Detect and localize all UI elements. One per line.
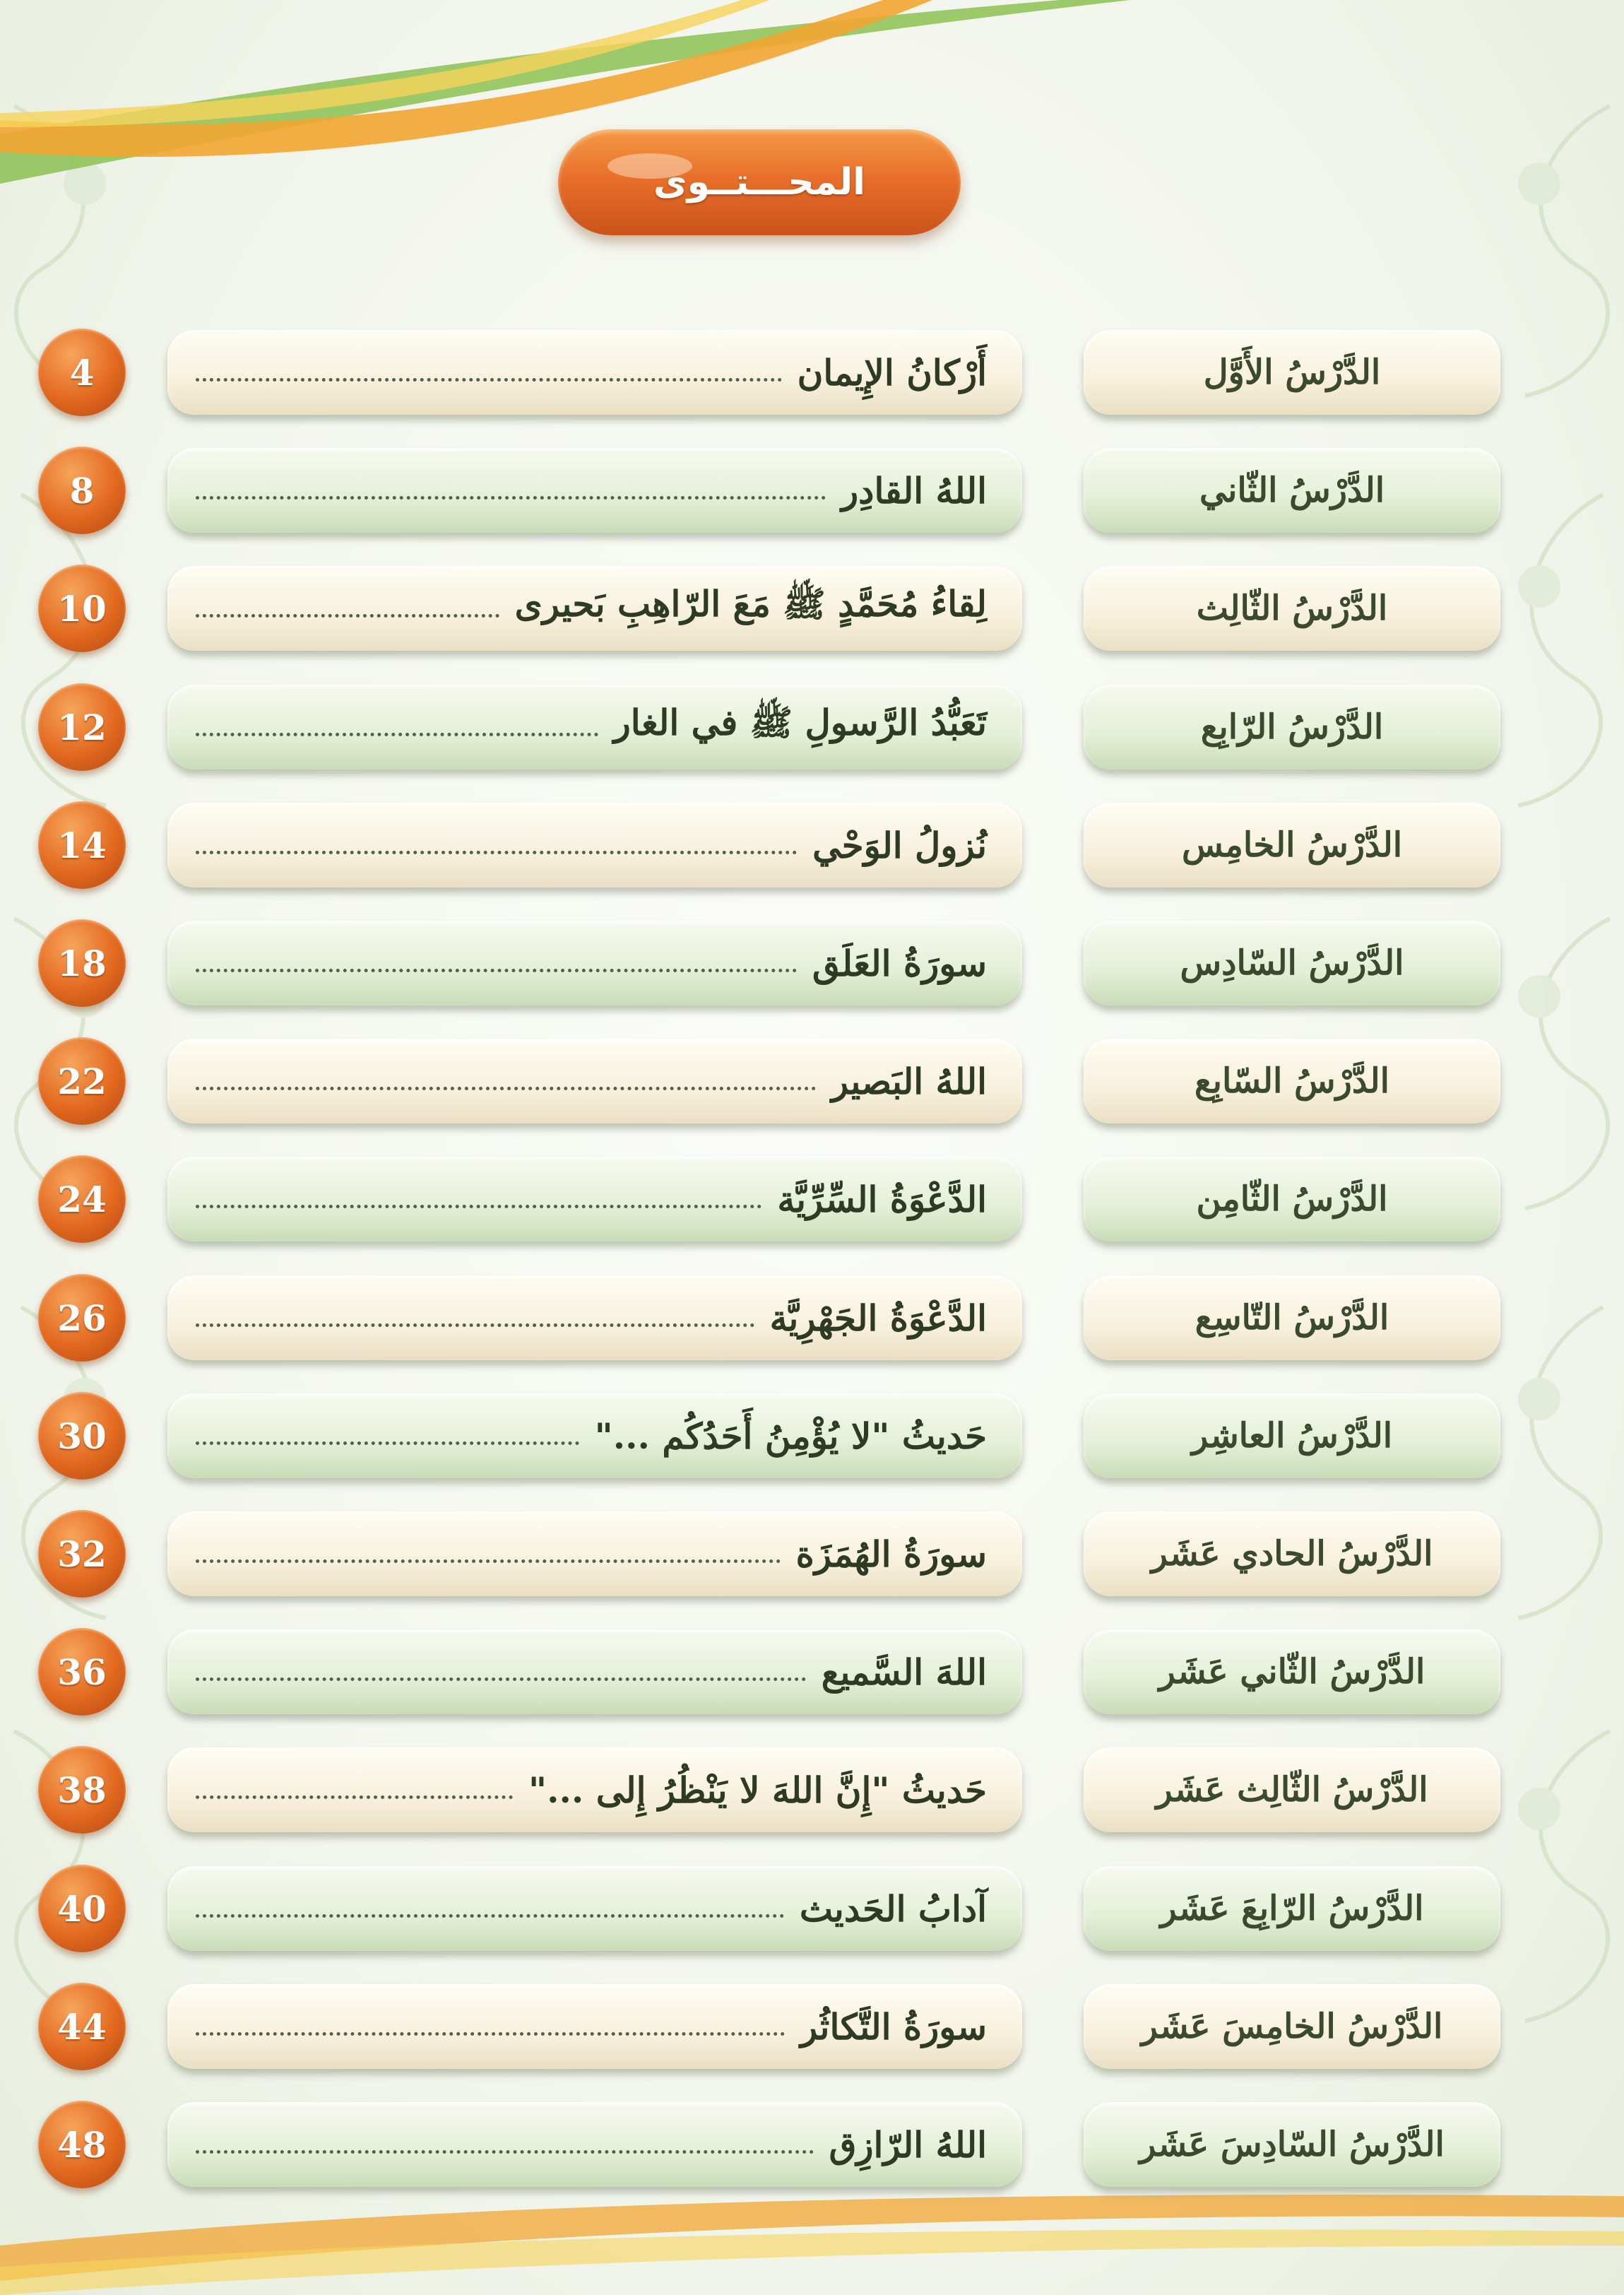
page-number-badge (38, 1865, 126, 1952)
lesson-topic: الدَّعْوَةُ الجَهْرِيَّة (769, 1297, 987, 1339)
toc-row[interactable] (0, 921, 1624, 1005)
lesson-topic-box (167, 1629, 1022, 1714)
page-number: 26 (57, 1297, 107, 1339)
lesson-label: الدَّرْسُ الرّابِع (1084, 685, 1500, 769)
dot-leader (196, 1914, 784, 1918)
page-number: 48 (57, 2123, 107, 2166)
lesson-label: الدَّرْسُ الثّالِث (1084, 566, 1500, 651)
lesson-topic: حَديثُ "إِنَّ اللهَ لا يَنْظُرُ إِلى ..." (528, 1769, 987, 1811)
lesson-label: الدَّرْسُ الخامِس (1084, 803, 1500, 887)
lesson-label: الدَّرْسُ التّاسِع (1084, 1275, 1500, 1360)
toc-row[interactable] (0, 1039, 1624, 1123)
lesson-topic-box (167, 921, 1022, 1005)
lesson-label: الدَّرْسُ العاشِر (1084, 1393, 1500, 1478)
lesson-topic-box (167, 685, 1022, 769)
lesson-topic-box (167, 1747, 1022, 1832)
page-number-badge (38, 329, 126, 416)
lesson-topic-box (167, 448, 1022, 533)
page-number-badge (38, 1155, 126, 1243)
dot-leader (196, 2150, 814, 2154)
lesson-label: الدَّرْسُ الثّالِث عَشَر (1084, 1747, 1500, 1832)
page-number: 14 (57, 824, 107, 866)
lesson-topic: سورَةُ العَلَق (812, 942, 987, 984)
page-number: 8 (69, 469, 95, 512)
lesson-topic-box (167, 566, 1022, 651)
lesson-topic: اللهُ البَصير (831, 1060, 987, 1102)
page-number-badge (38, 919, 126, 1007)
toc-row[interactable] (0, 1629, 1624, 1714)
dot-leader (196, 1087, 816, 1090)
lesson-topic: اللهُ الرّازِق (829, 2123, 987, 2166)
toc-row[interactable] (0, 1157, 1624, 1241)
lesson-topic: لِقاءُ مُحَمَّدٍ ﷺ مَعَ الرّاهِبِ بَحيرى (514, 583, 987, 625)
toc-row[interactable] (0, 1984, 1624, 2069)
dot-leader (196, 1205, 761, 1208)
lesson-label: الدَّرْسُ السّادِسَ عَشَر (1084, 2102, 1500, 2187)
lesson-label: الدَّرْسُ الثّاني (1084, 448, 1500, 533)
dot-leader (196, 378, 782, 382)
toc-row[interactable] (0, 803, 1624, 887)
lesson-topic: سورَةُ التَّكاثُر (800, 2005, 987, 2048)
dot-leader (196, 1441, 579, 1445)
page-number-badge (38, 1983, 126, 2070)
lesson-label: الدَّرْسُ الثّامِن (1084, 1157, 1500, 1241)
dot-leader (196, 1323, 754, 1327)
page-number-badge (38, 1037, 126, 1125)
lesson-label: الدَّرْسُ السّابِع (1084, 1039, 1500, 1123)
lesson-topic-box (167, 1511, 1022, 1596)
lesson-topic: اللهَ السَّميع (821, 1651, 987, 1693)
lesson-label: الدَّرْسُ الأَوَّل (1084, 330, 1500, 415)
lesson-topic-box (167, 2102, 1022, 2187)
dot-leader (196, 733, 598, 736)
page-number-badge (38, 1274, 126, 1362)
lesson-topic: سورَةُ الهُمَزَة (795, 1533, 987, 1575)
page-number-badge (38, 1746, 126, 1834)
page-number: 40 (57, 1887, 107, 1930)
lesson-topic-box (167, 1393, 1022, 1478)
bottom-ribbon-decoration (0, 2189, 1624, 2295)
page-number-badge (38, 2101, 126, 2188)
lesson-label: الدَّرْسُ الحادي عَشَر (1084, 1511, 1500, 1596)
lesson-topic: نُزولُ الوَحْي (812, 824, 987, 866)
dot-leader (196, 851, 797, 854)
toc-row[interactable] (0, 448, 1624, 533)
page-number-badge (38, 565, 126, 652)
lesson-topic: الدَّعْوَةُ السِّرِّيَّة (777, 1178, 987, 1220)
page-number: 24 (57, 1178, 107, 1220)
lesson-topic: آدابُ الحَديث (799, 1887, 987, 1930)
dot-leader (196, 1559, 781, 1563)
page-number: 32 (57, 1533, 107, 1575)
page-number: 12 (57, 706, 107, 748)
page-number: 4 (69, 351, 95, 394)
dot-leader (196, 1795, 513, 1799)
dot-leader (196, 496, 826, 500)
lesson-topic-box (167, 330, 1022, 415)
lesson-topic-box (167, 1984, 1022, 2069)
lesson-topic-box (167, 1275, 1022, 1360)
lesson-topic-box (167, 1157, 1022, 1241)
lesson-topic: تَعَبُّدُ الرَّسولِ ﷺ في الغار (613, 702, 987, 743)
page-number: 30 (57, 1415, 107, 1457)
page-number: 18 (57, 942, 107, 984)
contents-title-badge (558, 129, 961, 235)
lesson-topic: أَرْكانُ الإِيمان (797, 351, 987, 394)
toc-row[interactable] (0, 2102, 1624, 2187)
page-number: 36 (57, 1651, 107, 1693)
lesson-topic: اللهُ القادِر (841, 469, 987, 512)
lesson-label: الدَّرْسُ الثّاني عَشَر (1084, 1629, 1500, 1714)
page-number: 38 (57, 1769, 107, 1811)
toc-row[interactable] (0, 566, 1624, 651)
lesson-topic-box (167, 1866, 1022, 1951)
toc-row[interactable] (0, 330, 1624, 415)
page-number: 22 (57, 1060, 107, 1102)
page-number-badge (38, 1628, 126, 1716)
page-number: 44 (57, 2005, 107, 2048)
lesson-topic: حَديثُ "لا يُؤْمِنُ أَحَدُكُم ..." (594, 1415, 987, 1457)
lesson-label: الدَّرْسُ الخامِسَ عَشَر (1084, 1984, 1500, 2069)
dot-leader (196, 614, 499, 618)
toc-row[interactable] (0, 1511, 1624, 1596)
page-number-badge (38, 1392, 126, 1480)
toc-row[interactable] (0, 1747, 1624, 1832)
lesson-topic-box (167, 803, 1022, 887)
toc-row[interactable] (0, 1393, 1624, 1478)
dot-leader (196, 2032, 785, 2036)
page-number-badge (38, 1510, 126, 1598)
toc-row[interactable] (0, 1275, 1624, 1360)
lesson-label: الدَّرْسُ السّادِس (1084, 921, 1500, 1005)
lesson-topic-box (167, 1039, 1022, 1123)
page-number-badge (38, 683, 126, 771)
dot-leader (196, 969, 797, 972)
page-title: المحـــتــوى (653, 161, 866, 203)
page-number: 10 (57, 587, 107, 630)
dot-leader (196, 1677, 806, 1681)
toc-row[interactable] (0, 685, 1624, 769)
toc-row[interactable] (0, 1866, 1624, 1951)
page-number-badge (38, 801, 126, 889)
page-number-badge (38, 447, 126, 534)
lesson-label: الدَّرْسُ الرّابِعَ عَشَر (1084, 1866, 1500, 1951)
